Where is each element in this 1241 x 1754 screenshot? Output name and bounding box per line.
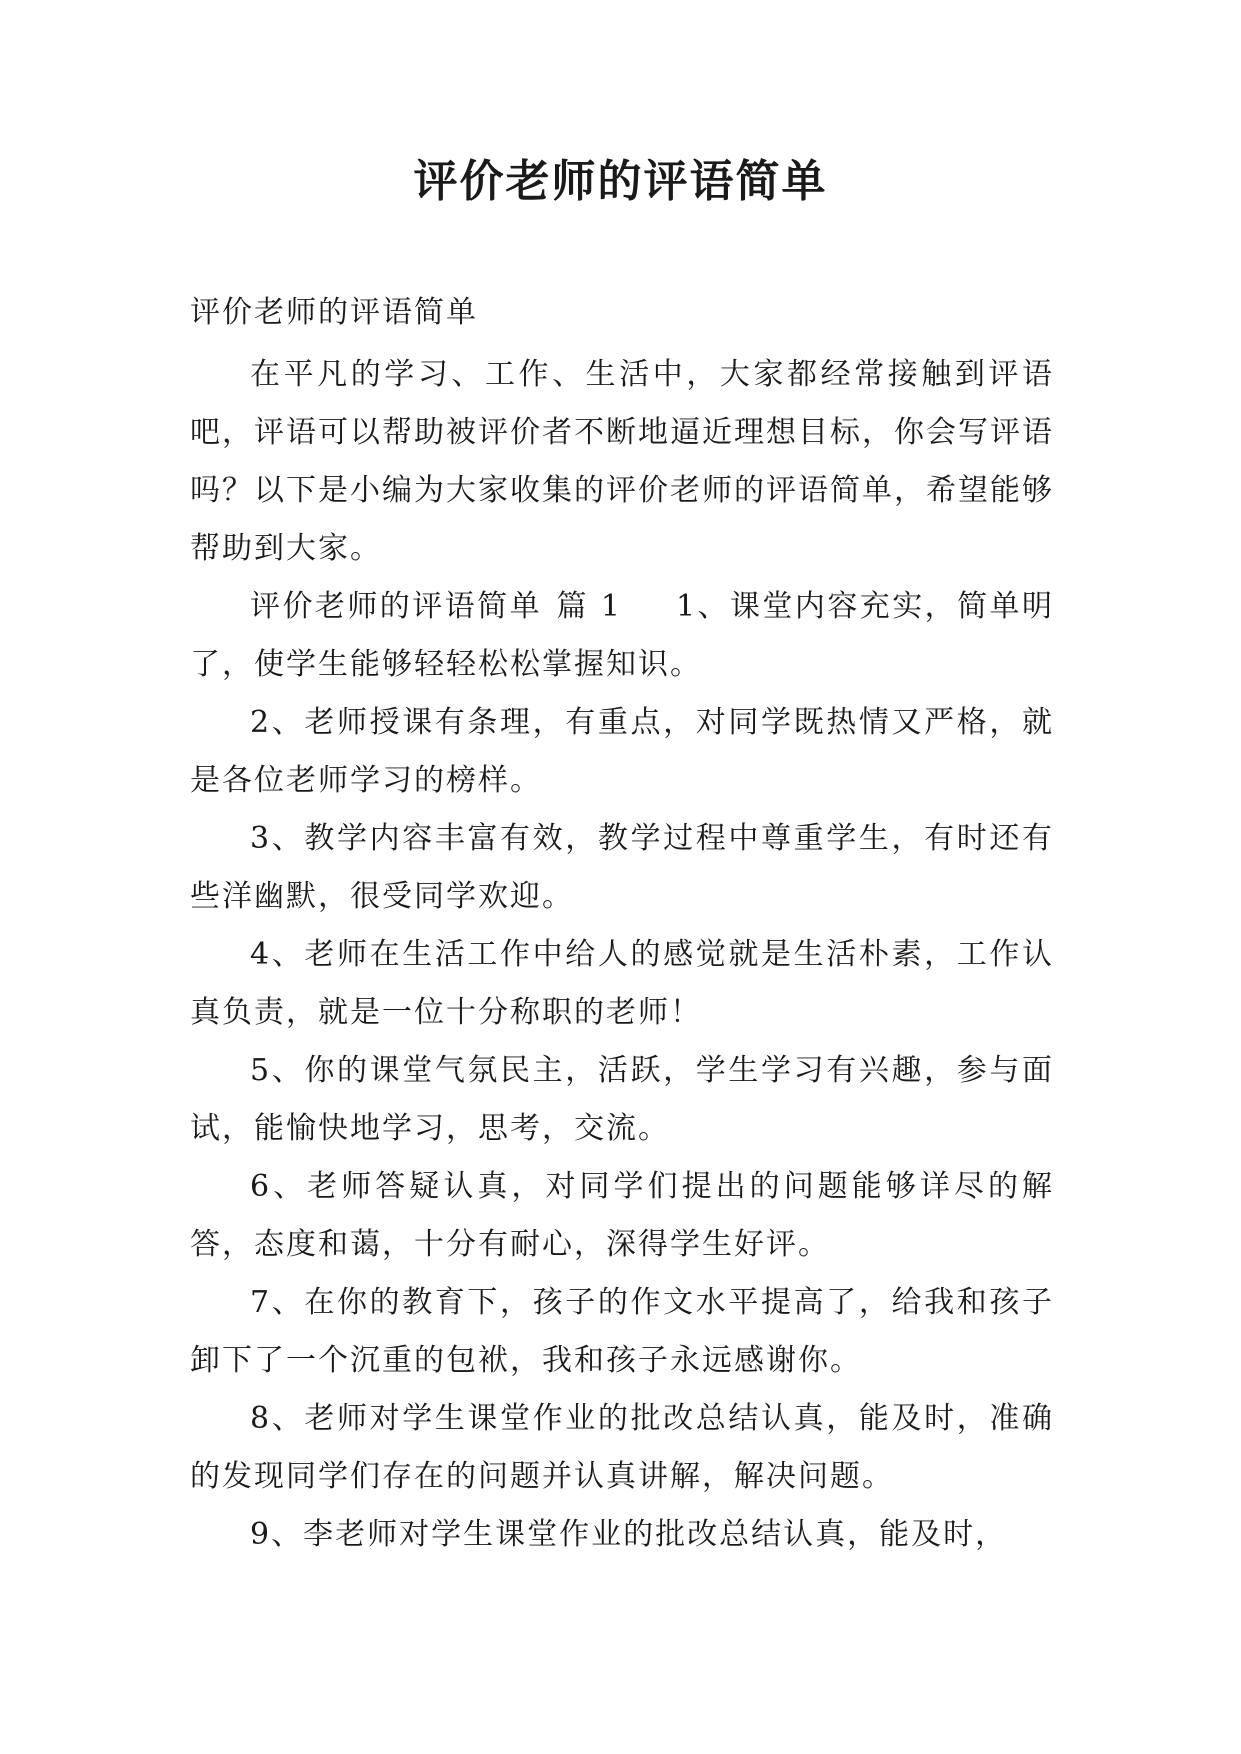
list-item: 9、李老师对学生课堂作业的批改总结认真，能及时， <box>250 1517 1008 1552</box>
section-label: 篇 1 <box>556 589 622 624</box>
document-subtitle: 评价老师的评语简单 <box>190 295 478 330</box>
intro-paragraph: 在平凡的学习、工作、生活中，大家都经常接触到评语吧，评语可以帮助被评价者不断地逼近理想目标，你会写评语吗？以下是小编为大家收集的评价老师的评语简单，希望能够帮助到大家。 <box>190 357 1054 566</box>
list-item: 4、老师在生活工作中给人的感觉就是生活朴素，工作认真负责，就是一位十分称职的老师！ <box>190 937 1054 1030</box>
section-first-paragraph <box>190 578 1054 694</box>
list-item: 6、老师答疑认真，对同学们提出的问题能够详尽的解答，态度和蔼，十分有耐心，深得学生好评。 <box>190 1169 1054 1262</box>
list-item: 3、教学内容丰富有效，教学过程中尊重学生，有时还有些洋幽默，很受同学欢迎。 <box>190 821 1054 914</box>
list-item: 1、课堂内容充实，简单明了，使学生能够轻轻松松掌握知识。 <box>190 589 1055 682</box>
list-item: 5、你的课堂气氛民主，活跃，学生学习有兴趣，参与面试，能愉快地学习，思考，交流。 <box>190 1053 1054 1146</box>
list-item: 8、老师对学生课堂作业的批改总结认真，能及时，准确的发现同学们存在的问题并认真讲解，解决问题。 <box>190 1401 1054 1494</box>
list-item: 7、在你的教育下，孩子的作文水平提高了，给我和孩子卸下了一个沉重的包袱，我和孩子永远感谢你。 <box>190 1285 1054 1378</box>
document-body <box>190 284 1054 1564</box>
section-heading: 评价老师的评语简单 <box>250 589 543 624</box>
page-title: 评价老师的评语简单 <box>413 156 828 207</box>
list-item: 2、老师授课有条理，有重点，对同学既热情又严格，就是各位老师学习的榜样。 <box>190 705 1054 798</box>
